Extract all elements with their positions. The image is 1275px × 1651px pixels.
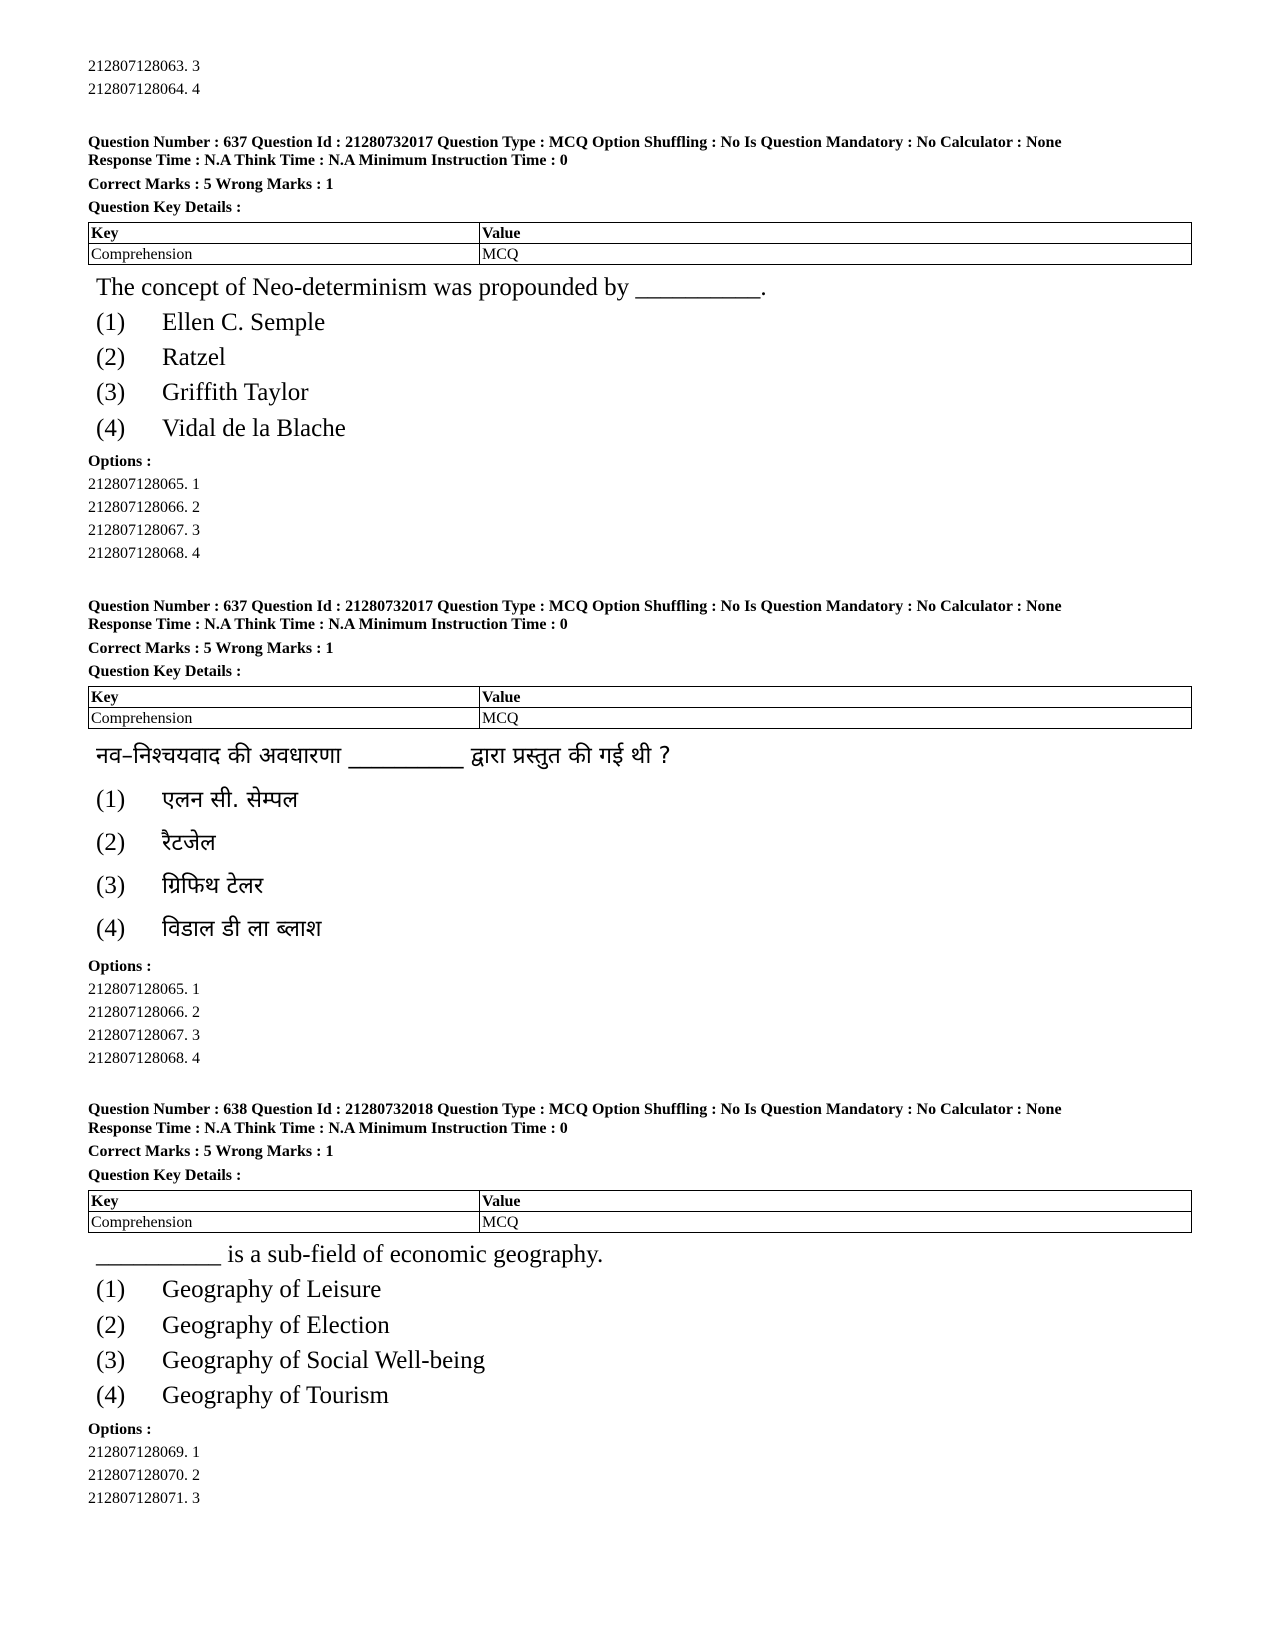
choice-item xyxy=(96,828,216,858)
choice-number: (2) xyxy=(96,829,126,856)
choice-text: विडाल डी ला ब्लाश xyxy=(162,916,322,942)
choice-text: Vidal de la Blache xyxy=(162,415,346,442)
choice-item xyxy=(96,1381,389,1411)
choice-item xyxy=(96,343,226,373)
question-marks: Correct Marks : 5 Wrong Marks : 1 xyxy=(88,640,334,657)
choice-number: (1) xyxy=(96,1276,126,1303)
choice-text: Griffith Taylor xyxy=(162,379,309,406)
choice-item xyxy=(96,871,263,901)
table-row xyxy=(89,1212,1192,1233)
table-cell: MCQ xyxy=(480,1212,1192,1233)
question-marks: Correct Marks : 5 Wrong Marks : 1 xyxy=(88,176,334,193)
table-header-cell: Value xyxy=(480,223,1192,244)
question-text: The concept of Neo-determinism was propounded by __________. xyxy=(96,274,767,301)
question-text: नव–निश्चयवाद की अवधारणा __________ द्वारा प्रस्तुत की गई थी ? xyxy=(96,743,671,769)
choice-number: (1) xyxy=(96,309,126,336)
choice-text: रैटजेल xyxy=(162,830,216,856)
choice-item xyxy=(96,1275,381,1305)
key-details-table xyxy=(88,222,1192,265)
table-header-cell: Value xyxy=(480,687,1192,708)
option-id: 212807128067. 3 xyxy=(88,1027,200,1044)
key-details-label: Question Key Details : xyxy=(88,663,242,680)
question-timing: Response Time : N.A Think Time : N.A Minimum Instruction Time : 0 xyxy=(88,1120,568,1137)
choice-text: Ratzel xyxy=(162,344,226,371)
choice-text: Geography of Tourism xyxy=(162,1382,389,1409)
question-header: Question Number : 638 Question Id : 21280732018 Question Type : MCQ Option Shuffling : No Is Question Mandatory : No Calculator : None xyxy=(88,1101,1062,1118)
table-cell: MCQ xyxy=(480,244,1192,265)
table-cell: Comprehension xyxy=(89,1212,480,1233)
choice-number: (3) xyxy=(96,1347,126,1374)
question-header: Question Number : 637 Question Id : 21280732017 Question Type : MCQ Option Shuffling : No Is Question Mandatory : No Calculator : None xyxy=(88,134,1062,151)
choice-item xyxy=(96,378,309,408)
table-header-cell: Key xyxy=(89,687,480,708)
table-cell: MCQ xyxy=(480,708,1192,729)
choice-number: (4) xyxy=(96,415,126,442)
choice-item xyxy=(96,1311,390,1341)
choice-text: Geography of Election xyxy=(162,1312,390,1339)
key-details-label: Question Key Details : xyxy=(88,1167,242,1184)
choice-text: ग्रिफिथ टेलर xyxy=(162,873,264,899)
key-details-table xyxy=(88,1190,1192,1233)
option-id: 212807128069. 1 xyxy=(88,1444,200,1461)
choice-text: Geography of Social Well-being xyxy=(162,1347,486,1374)
choice-text: Ellen C. Semple xyxy=(162,309,326,336)
options-label: Options : xyxy=(88,453,152,470)
option-id: 212807128068. 4 xyxy=(88,545,200,562)
choice-item xyxy=(96,414,346,444)
choice-text: Geography of Leisure xyxy=(162,1276,382,1303)
choice-number: (2) xyxy=(96,1312,126,1339)
table-cell: Comprehension xyxy=(89,244,480,265)
table-row xyxy=(89,708,1192,729)
choice-item xyxy=(96,914,322,944)
question-text: __________ is a sub-field of economic geography. xyxy=(96,1241,604,1268)
option-id: 212807128063. 3 xyxy=(88,58,200,75)
option-id: 212807128067. 3 xyxy=(88,522,200,539)
option-id: 212807128064. 4 xyxy=(88,81,200,98)
option-id: 212807128066. 2 xyxy=(88,499,200,516)
question-marks: Correct Marks : 5 Wrong Marks : 1 xyxy=(88,1143,334,1160)
table-header-cell: Key xyxy=(89,223,480,244)
choice-number: (4) xyxy=(96,915,126,942)
choice-number: (3) xyxy=(96,872,126,899)
table-header-row xyxy=(89,1191,1192,1212)
choice-number: (4) xyxy=(96,1382,126,1409)
table-header-row xyxy=(89,687,1192,708)
choice-number: (1) xyxy=(96,786,126,813)
question-header: Question Number : 637 Question Id : 21280732017 Question Type : MCQ Option Shuffling : No Is Question Mandatory : No Calculator : None xyxy=(88,598,1062,615)
option-id: 212807128070. 2 xyxy=(88,1467,200,1484)
question-timing: Response Time : N.A Think Time : N.A Minimum Instruction Time : 0 xyxy=(88,616,568,633)
choice-item xyxy=(96,1346,485,1376)
option-id: 212807128071. 3 xyxy=(88,1490,200,1507)
option-id: 212807128066. 2 xyxy=(88,1004,200,1021)
table-row xyxy=(89,244,1192,265)
options-label: Options : xyxy=(88,1421,152,1438)
choice-item xyxy=(96,308,325,338)
option-id: 212807128068. 4 xyxy=(88,1050,200,1067)
choice-number: (2) xyxy=(96,344,126,371)
table-header-cell: Key xyxy=(89,1191,480,1212)
table-cell: Comprehension xyxy=(89,708,480,729)
options-label: Options : xyxy=(88,958,152,975)
table-header-cell: Value xyxy=(480,1191,1192,1212)
option-id: 212807128065. 1 xyxy=(88,981,200,998)
question-timing: Response Time : N.A Think Time : N.A Minimum Instruction Time : 0 xyxy=(88,152,568,169)
choice-number: (3) xyxy=(96,379,126,406)
key-details-table xyxy=(88,686,1192,729)
option-id: 212807128065. 1 xyxy=(88,476,200,493)
choice-item xyxy=(96,785,298,815)
choice-text: एलन सी. सेम्पल xyxy=(162,787,299,813)
table-header-row xyxy=(89,223,1192,244)
key-details-label: Question Key Details : xyxy=(88,199,242,216)
